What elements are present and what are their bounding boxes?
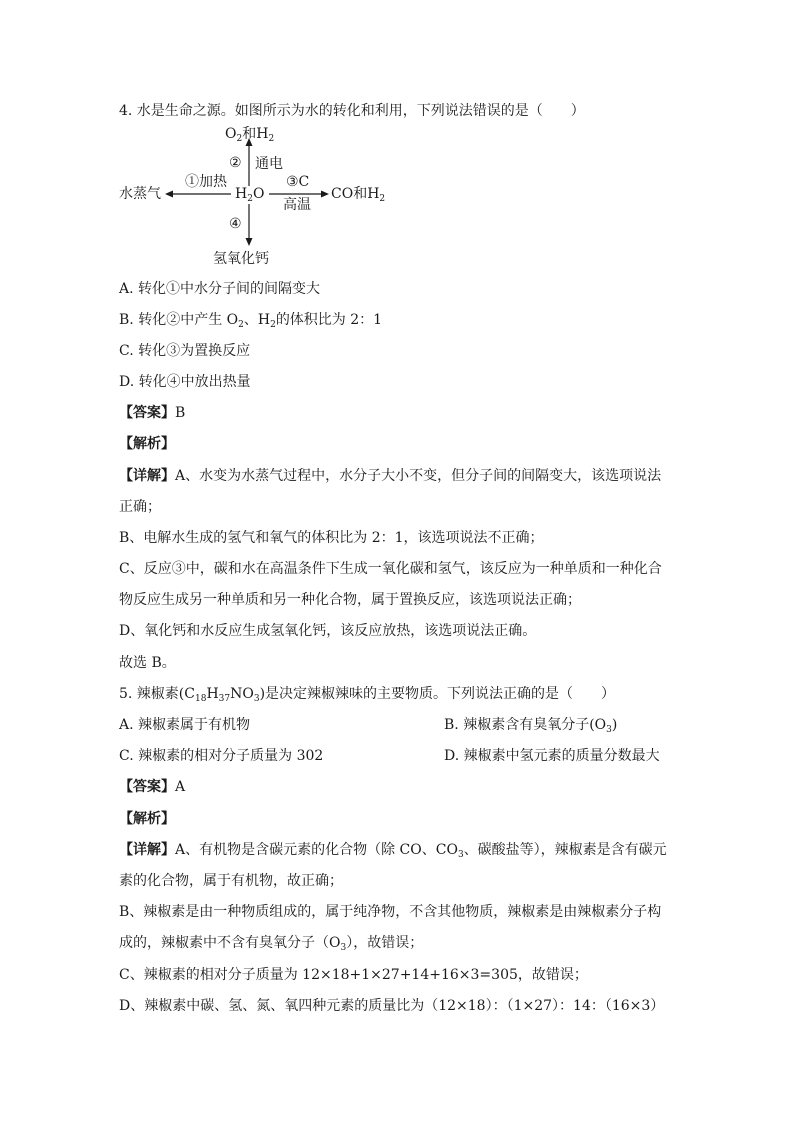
q5-option-a: A. 辣椒素属于有机物 — [119, 717, 251, 733]
product-o2-h2: $O_2$和$H_2$ — [225, 126, 275, 144]
q4-answer: 【答案】B — [119, 405, 186, 421]
q4-detail-d: D、氧化钙和水反应生成氢氧化钙，该反应放热，该选项说法正确。 — [119, 623, 537, 639]
q5-detail-c: C、辣椒素的相对分子质量为 12×18+1×27+14+16×3=305，故错误； — [119, 967, 588, 983]
q5-option-b: B. 辣椒素含有臭氧分子$(O_3)$ — [444, 717, 618, 735]
q4-option-c: C. 转化③为置换反应 — [119, 343, 251, 359]
q5-option-d: D. 辣椒素中氢元素的质量分数最大 — [444, 748, 660, 764]
q4-option-d: D. 转化④中放出热量 — [119, 374, 251, 390]
q5-stem: 5. 辣椒素$(C_{18}H_{37}NO_3)$是决定辣椒辣味的主要物质。下列说法正确的是（ ） — [119, 686, 616, 704]
q4-option-a: A. 转化①中水分子间的间隔变大 — [119, 281, 321, 297]
q5-detail-a-2: 素的化合物，属于有机物，故正确； — [119, 873, 343, 889]
q5-detail-d: D、辣椒素中碳、氢、氮、氧四种元素的质量比为（12×18）：（1×27）：14：（16×3） — [119, 998, 665, 1014]
q5-answer: 【答案】A — [119, 779, 186, 795]
q4-detail-c-1: C、反应③中，碳和水在高温条件下生成一氧化碳和氢气，该反应为一种单质和一种化合 — [119, 561, 662, 577]
arrow-down-head — [246, 238, 253, 246]
label-step-3-carbon: ③C — [286, 174, 310, 190]
product-co-h2: CO和$H_2$ — [331, 186, 386, 204]
label-high-temp: 高温 — [283, 197, 311, 213]
q5-analysis-tag: 【解析】 — [119, 811, 175, 827]
label-step-2: ② — [229, 155, 242, 171]
q4-analysis-tag: 【解析】 — [119, 436, 175, 452]
label-electrolysis: 通电 — [255, 156, 283, 172]
q5-option-c: C. 辣椒素的相对分子质量为 302 — [119, 748, 324, 764]
q5-detail-b-2: 成的，辣椒素中不含有臭氧分子$(O_3)$，故错误； — [119, 935, 424, 953]
q4-option-b: B. 转化②中产生 $O_2$、$H_2$的体积比为 2：1 — [119, 312, 383, 330]
arrow-left-head — [165, 191, 173, 198]
label-step-4: ④ — [229, 216, 242, 232]
arrow-right-head — [321, 191, 329, 198]
q4-detail-c-2: 物反应生成另一种单质和另一种化合物，属于置换反应，该选项说法正确； — [119, 592, 581, 608]
label-heating: ①加热 — [185, 174, 227, 190]
q4-stem: 4. 水是生命之源。如图所示为水的转化和利用，下列说法错误的是（ ） — [119, 103, 585, 119]
product-water-vapor: 水蒸气 — [119, 186, 161, 202]
q4-detail-a-2: 正确； — [119, 499, 161, 515]
q4-detail-a-1: 【详解】A、水变为水蒸气过程中，水分子大小不变，但分子间的间隔变大，该选项说法 — [119, 468, 662, 484]
product-calcium-hydroxide: 氢氧化钙 — [213, 251, 269, 267]
q5-detail-a-1: 【详解】A、有机物是含碳元素的化合物（除 CO、$CO_3$、碳酸盐等），辣椒素是含有碳元 — [119, 842, 667, 860]
center-h2o: $H_2O$ — [235, 186, 265, 204]
water-conversion-diagram — [119, 126, 419, 271]
q4-conclusion: 故选 B。 — [119, 655, 176, 671]
q5-detail-b-1: B、辣椒素是由一种物质组成的，属于纯净物，不含其他物质，辣椒素是由辣椒素分子构 — [119, 904, 662, 920]
q4-detail-b: B、电解水生成的氢气和氧气的体积比为 2：1，该选项说法不正确； — [119, 530, 544, 546]
